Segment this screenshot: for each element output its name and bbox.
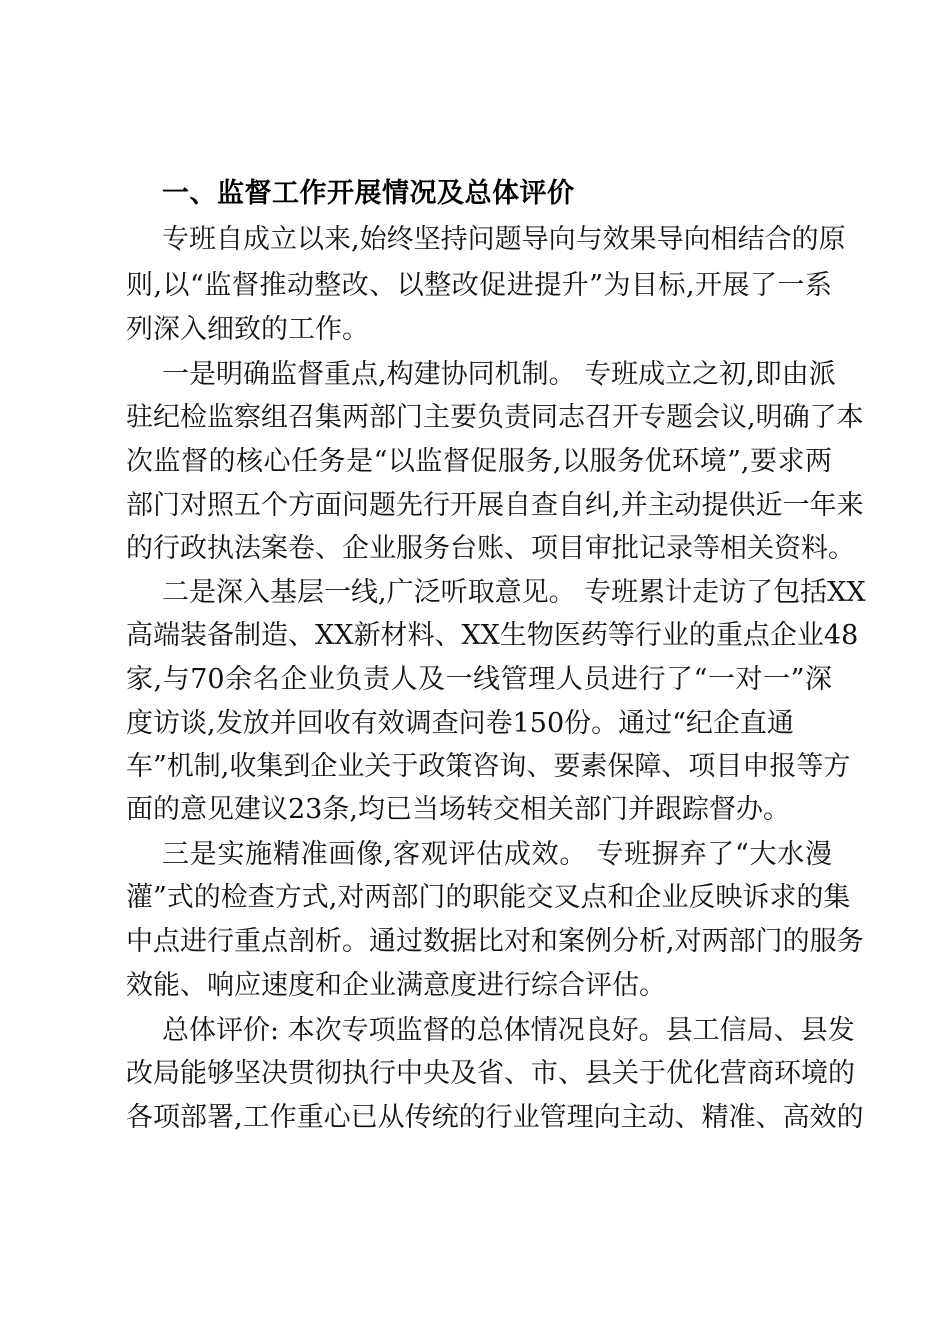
- section-heading: 一、监督工作开展情况及总体评价: [162, 178, 575, 209]
- paragraph-2-line-2: 驻纪检监察组召集两部门主要负责同志召开专题会议,明确了本: [126, 402, 864, 433]
- paragraph-5-line-2: 改局能够坚决贯彻执行中央及省、市、县关于优化营商环境的: [126, 1058, 855, 1089]
- paragraph-4-line-3: 中点进行重点剖析。通过数据比对和案例分析,对两部门的服务: [126, 926, 864, 957]
- paragraph-3-line-2: 高端装备制造、XX新材料、XX生物医药等行业的重点企业48: [126, 620, 859, 651]
- paragraph-5-line-1: 总体评价: 本次专项监督的总体情况良好。县工信局、县发: [162, 1015, 855, 1046]
- paragraph-4-line-1: 三是实施精准画像,客观评估成效。 专班摒弃了“大水漫: [162, 839, 832, 870]
- paragraph-1-line-3: 列深入细致的工作。: [126, 314, 369, 345]
- paragraph-3-line-6: 面的意见建议23条,均已当场转交相关部门并跟踪督办。: [126, 794, 790, 825]
- paragraph-3-line-4: 度访谈,发放并回收有效调查问卷150份。通过“纪企直通: [126, 708, 794, 739]
- paragraph-3-line-1: 二是深入基层一线,广泛听取意见。 专班累计走访了包括XX: [162, 577, 866, 608]
- paragraph-5-line-3: 各项部署,工作重心已从传统的行业管理向主动、精准、高效的: [126, 1102, 864, 1133]
- paragraph-2-line-5: 的行政执法案卷、企业服务台账、项目审批记录等相关资料。: [126, 533, 855, 564]
- paragraph-3-line-3: 家,与70余名企业负责人及一线管理人员进行了“一对一”深: [126, 664, 832, 695]
- paragraph-1-line-2: 则,以“监督推动整改、以整改促进提升”为目标,开展了一系: [126, 270, 832, 301]
- paragraph-2-line-3: 次监督的核心任务是“以监督促服务,以服务优环境”,要求两: [126, 446, 832, 477]
- paragraph-2-line-1: 一是明确监督重点,构建协同机制。 专班成立之初,即由派: [162, 359, 836, 390]
- paragraph-2-line-4: 部门对照五个方面问题先行开展自查自纠,并主动提供近一年来: [126, 490, 864, 521]
- paragraph-3-line-5: 车”机制,收集到企业关于政策咨询、要素保障、项目申报等方: [126, 751, 851, 782]
- paragraph-4-line-4: 效能、响应速度和企业满意度进行综合评估。: [126, 970, 666, 1001]
- paragraph-1-line-1: 专班自成立以来,始终坚持问题导向与效果导向相结合的原: [162, 224, 846, 255]
- paragraph-4-line-2: 灌”式的检查方式,对两部门的职能交叉点和企业反映诉求的集: [126, 882, 851, 913]
